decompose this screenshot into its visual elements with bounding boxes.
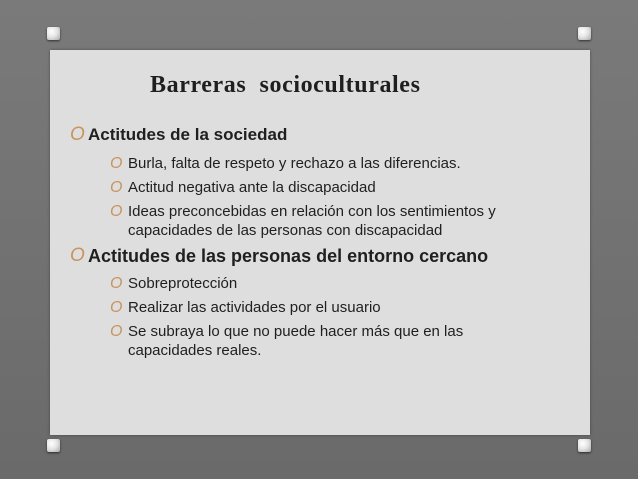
list-item xyxy=(70,322,533,360)
list-item xyxy=(70,298,590,317)
bullet-icon: O xyxy=(70,124,85,145)
list-item xyxy=(70,154,590,173)
bullet-icon: O xyxy=(110,299,123,316)
slide-title: Barreras socioculturales xyxy=(150,72,421,98)
bullet-icon: O xyxy=(110,155,123,172)
list-item-text: Burla, falta de respeto y rechazo a las diferencias. xyxy=(128,155,461,172)
list-item xyxy=(70,202,538,240)
bullet-icon: O xyxy=(110,323,123,340)
pin-top-right-icon xyxy=(578,27,591,40)
list-item xyxy=(70,178,590,197)
pin-bottom-left-icon xyxy=(47,439,60,452)
section-heading-label: Actitudes de la sociedad xyxy=(88,125,288,144)
section-heading-sociedad xyxy=(70,124,590,146)
pin-top-left-icon xyxy=(47,27,60,40)
list-item-text: Sobreprotección xyxy=(128,275,238,292)
list-item-text: Realizar las actividades por el usuario xyxy=(128,299,381,316)
list-item xyxy=(70,274,590,293)
list-item-text: Ideas preconcebidas en relación con los sentimientos y capacidades de las personas con discapacidad xyxy=(128,203,496,239)
section-heading-entorno xyxy=(70,245,590,267)
bullet-icon: O xyxy=(70,245,85,266)
bullet-icon: O xyxy=(110,179,123,196)
bullet-icon: O xyxy=(110,203,123,220)
section-heading-label: Actitudes de las personas del entorno cercano xyxy=(88,246,489,266)
list-item-text: Actitud negativa ante la discapacidad xyxy=(128,179,376,196)
bullet-list xyxy=(70,124,590,365)
bullet-icon: O xyxy=(110,275,123,292)
list-item-text: Se subraya lo que no puede hacer más que en las capacidades reales. xyxy=(128,323,464,359)
pin-bottom-right-icon xyxy=(578,439,591,452)
